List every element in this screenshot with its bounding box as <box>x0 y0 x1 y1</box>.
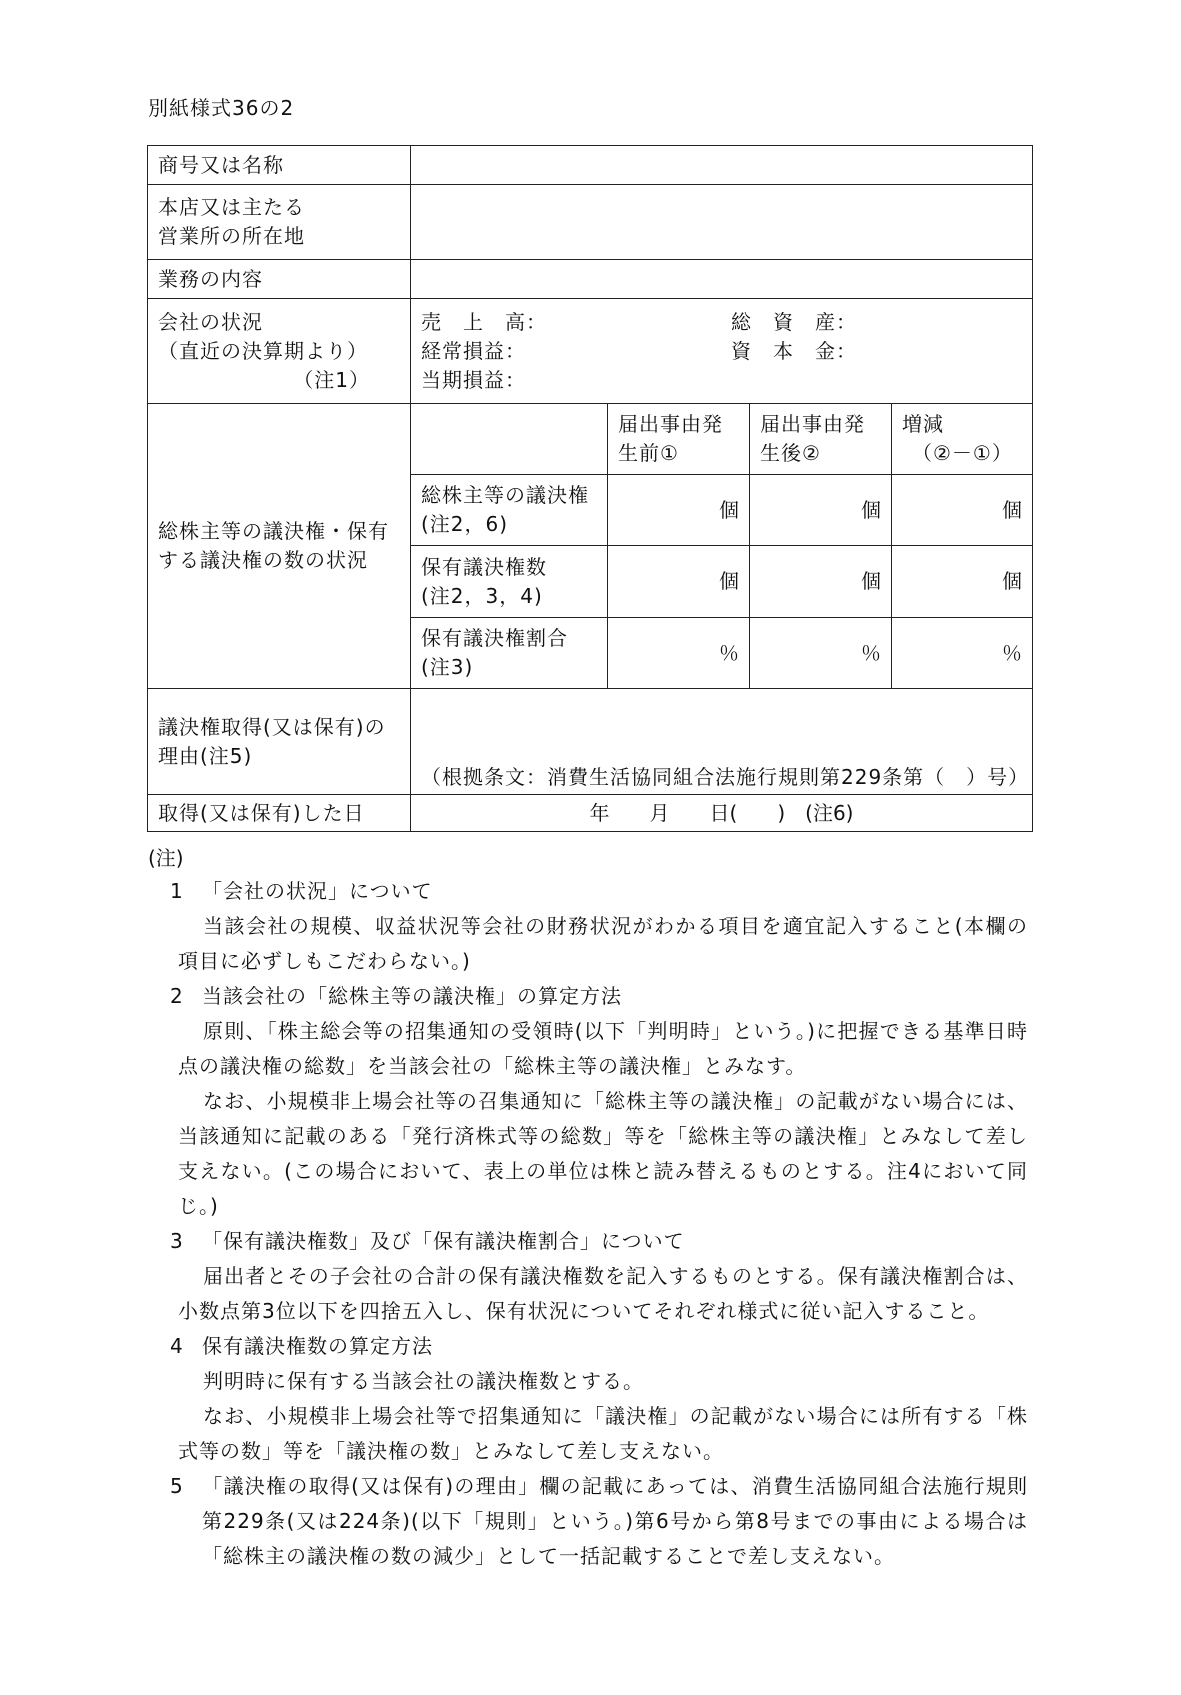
header-after-line1: 届出事由発 <box>760 412 865 436</box>
header-diff-line1: 増減 <box>902 412 944 436</box>
reason-label-line2: 理由(注5) <box>158 743 253 768</box>
note-2 <box>148 979 1028 1224</box>
company-name-field[interactable] <box>411 146 1033 185</box>
held-votes-before[interactable]: 個 <box>608 546 750 618</box>
note-1-title: 「会社の状況」について <box>202 879 433 903</box>
note-3-number: 3 <box>170 1229 184 1253</box>
header-before-line1: 届出事由発 <box>618 412 723 436</box>
company-status-field[interactable] <box>411 299 1033 404</box>
voting-status-label-line2: する議決権の数の状況 <box>158 548 368 572</box>
company-status-note: （注1） <box>293 367 370 392</box>
company-name-label: 商号又は名称 <box>148 146 411 185</box>
note-5-number: 5 <box>170 1474 184 1498</box>
note-3-paragraph-1: 届出者とその子会社の合計の保有議決権数を記入するものとする。保有議決権割合は、小数点第3位以下を四捨五入し、保有状況についてそれぞれ様式に従い記入すること。 <box>178 1264 1028 1323</box>
total-votes-label-line1: 総株主等の議決権 <box>421 483 589 507</box>
header-after <box>750 404 892 475</box>
reason-field[interactable] <box>411 689 1033 795</box>
held-votes-diff[interactable]: 個 <box>892 546 1033 618</box>
held-ratio-label-line1: 保有議決権割合 <box>421 626 568 650</box>
note-1-number: 1 <box>170 879 184 903</box>
header-before <box>608 404 750 475</box>
notes-header: (注) <box>148 846 184 870</box>
company-status-label <box>148 299 411 404</box>
held-votes-label-line2: (注2，3，4) <box>421 583 543 608</box>
acquired-date-field[interactable]: 年 月 日( ) (注6) <box>411 795 1033 832</box>
held-votes-label-line1: 保有議決権数 <box>421 554 547 579</box>
note-3 <box>148 1224 1028 1329</box>
total-votes-after[interactable]: 個 <box>750 475 892 546</box>
address-label <box>148 185 411 260</box>
held-ratio-label-line2: (注3) <box>421 655 474 679</box>
note-4 <box>148 1329 1028 1469</box>
note-5 <box>148 1469 1028 1574</box>
voting-status-label-line1: 総株主等の議決権・保有 <box>158 519 389 543</box>
note-2-title: 当該会社の「総株主等の議決権」の算定方法 <box>202 984 622 1008</box>
note-1-paragraph-1: 当該会社の規模、収益状況等会社の財務状況がわかる項目を適宜記入すること(本欄の項目に必ずしもこだわらない。) <box>178 914 1028 973</box>
voting-header-blank <box>411 404 608 475</box>
held-votes-label <box>411 546 608 618</box>
total-votes-before[interactable]: 個 <box>608 475 750 546</box>
notes-section <box>148 874 1028 1574</box>
address-label-line2: 営業所の所在地 <box>158 224 305 248</box>
note-2-paragraph-1: 原則、「株主総会等の招集通知の受領時(以下「判明時」という。)に把握できる基準日時点の議決権の総数」を当該会社の「総株主等の議決権」とみなす。 <box>178 1019 1028 1078</box>
company-status-label-line2: （直近の決算期より） <box>158 338 368 363</box>
note-4-paragraph-2: なお、小規模非上場会社等で招集通知に「議決権」の記載がない場合には所有する「株式等の数」等を「議決権の数」とみなして差し支えない。 <box>178 1404 1028 1463</box>
address-field[interactable] <box>411 185 1033 260</box>
basis-article: （根拠条文：消費生活協同組合法施行規則第229条第（ ）号） <box>421 765 1030 789</box>
held-votes-after[interactable]: 個 <box>750 546 892 618</box>
business-label: 業務の内容 <box>148 260 411 299</box>
note-2-number: 2 <box>170 984 184 1008</box>
acquired-date-label: 取得(又は保有)した日 <box>148 795 411 832</box>
note-3-title: 「保有議決権数」及び「保有議決権割合」について <box>202 1229 685 1253</box>
held-ratio-after[interactable]: ％ <box>750 618 892 689</box>
held-ratio-label <box>411 618 608 689</box>
company-status-label-line1: 会社の状況 <box>158 309 263 334</box>
note-4-paragraph-1: 判明時に保有する当該会社の議決権数とする。 <box>203 1369 644 1393</box>
voting-status-label <box>148 404 411 689</box>
sales-item: 売 上 高： <box>421 309 547 334</box>
held-ratio-before[interactable]: ％ <box>608 618 750 689</box>
note-4-title: 保有議決権数の算定方法 <box>202 1334 433 1358</box>
header-diff <box>892 404 1033 475</box>
note-4-number: 4 <box>170 1334 184 1358</box>
total-assets-item: 総 資 産： <box>731 309 857 334</box>
held-ratio-diff[interactable]: ％ <box>892 618 1033 689</box>
address-label-line1: 本店又は主たる <box>158 195 305 219</box>
header-diff-line2: （②－①） <box>912 441 1013 465</box>
reason-label <box>148 689 411 795</box>
notification-table <box>147 145 1033 832</box>
note-2-paragraph-2: なお、小規模非上場会社等の召集通知に「総株主等の議決権」の記載がない場合には、当該通知に記載のある「発行済株式等の総数」等を「総株主等の議決権」とみなして差し支えない。(この場合において、表上の単位は株と読み替えるものとする。注4において同じ。) <box>178 1089 1028 1218</box>
form-id: 別紙様式36の2 <box>148 96 295 120</box>
reason-label-line1: 議決権取得(又は保有)の <box>158 714 386 739</box>
business-field[interactable] <box>411 260 1033 299</box>
total-votes-label <box>411 475 608 546</box>
total-votes-label-line2: (注2，6) <box>421 512 509 536</box>
note-5-title: 「議決権の取得(又は保有)の理由」欄の記載にあっては、消費生活協同組合法施行規則第229条(又は224条)(以下「規則」という。)第6号から第8号までの事由による場合は「総株主の議決権の数の減少」として一括記載することで差し支えない。 <box>202 1474 1028 1568</box>
net-profit-item: 当期損益： <box>421 367 526 392</box>
header-after-line2: 生後② <box>760 441 821 465</box>
ordinary-profit-item: 経常損益： <box>421 338 526 363</box>
note-1 <box>148 874 1028 979</box>
total-votes-diff[interactable]: 個 <box>892 475 1033 546</box>
header-before-line2: 生前① <box>618 441 679 465</box>
capital-item: 資 本 金： <box>731 338 857 363</box>
